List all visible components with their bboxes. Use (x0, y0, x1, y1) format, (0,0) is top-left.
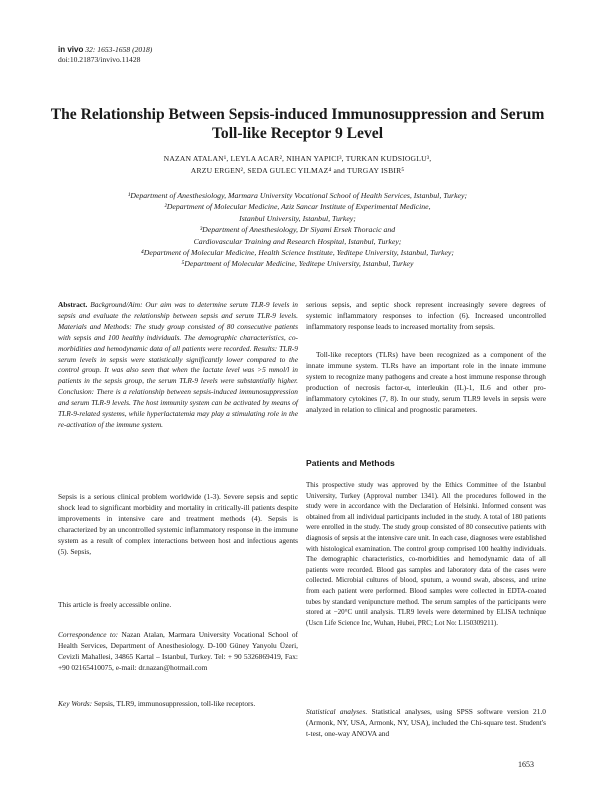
keywords (58, 699, 298, 710)
correspondence-text: Nazan Atalan, Marmara University Vocational School of Health Services, Department of Anesthesiology. D-100 Güney Yanyolu Üzeri, Cevizli Mahallesi, 34865 Kartal – Istanbul, Turkey. Tel: + 90 5326869419, Fax: +90 02165410075, e-mail: dr.nazan@hotmail.com (58, 630, 298, 672)
abstract (58, 300, 298, 431)
affiliations (40, 190, 555, 270)
abstract-label: Abstract. (58, 300, 88, 309)
keywords-label: Key Words: (58, 699, 93, 708)
right-paragraph-1 (306, 300, 546, 333)
statistics-paragraph (306, 707, 546, 740)
author-line-2: ARZU ERGEN², SEDA GULEC YILMAZ⁴ and TURGAY ISBIR⁵ (190, 166, 405, 175)
affiliation-line: ³Department of Anesthesiology, Dr Siyami Ersek Thoracic and (199, 225, 396, 235)
abstract-text: Background/Aim: Our aim was to determine serum TLR-9 levels in sepsis and evaluate the relationship between sepsis and serum TLR-9 levels. Materials and Methods: The study group consisted of 80 consecutive patients with sepsis and 100 healthy individuals. The demographic characteristics, co-morbidities and hemodynamic data of all patients were recorded. Results: TLR-9 serum levels in sepsis were statistically significantly lower compared to the control group. It was also seen that when the lactate level was >5 mmol/l in patients in the sepsis group, the serum TLR-9 levels were substantially higher. Conclusion: There is a relationship between sepsis-induced immunosuppression and serum TLR-9 levels. The host immunity system can be activated by means of TLR-9-related systems, while hyperlactatemia may play a stimulating role in the re-activation of the immune system. (58, 300, 298, 429)
page-number: 1653 (518, 760, 534, 769)
right-paragraph-2 (306, 350, 546, 415)
citation: 32: 1653-1658 (2018) (85, 45, 153, 54)
keywords-text: Sepsis, TLR9, immunosuppression, toll-like receptors. (94, 699, 256, 708)
intro-paragraph (58, 492, 298, 557)
journal-name: in vivo (58, 45, 84, 54)
paragraph-text: serious sepsis, and septic shock represent increasingly severe degrees of systemic inflammatory responses to infection (6). Increased uncontrolled inflammatory response leads to increased mortality from sepsis. (306, 300, 546, 331)
statistics-text: Statistical analyses, using SPSS software version 21.0 (Armonk, NY, USA, Armonk, NY, USA), included the Chi-square test. Student's t-test, one-way ANOVA and (306, 707, 546, 738)
open-access-note (58, 600, 298, 611)
running-header (58, 45, 152, 65)
author-line-1: NAZAN ATALAN¹, LEYLA ACAR², NIHAN YAPICI³, TURKAN KUDSIOGLU³, (163, 154, 432, 163)
affiliation-line: ⁴Department of Molecular Medicine, Health Science Institute, Yeditepe University, Istanbul, Turkey; (141, 248, 454, 258)
paragraph-text: This prospective study was approved by the Ethics Committee of the Istanbul University, Turkey (Approval number 1341). All the procedures followed in the study were in accordance with the Declaration of Helsinki. Informed consent was obtained from all individual participants included in the study. A total of 180 patients were enrolled in the study. The study group consisted of 80 consecutive patients with diagnosis of sepsis at the intensive care unit. In each case, diagnoses were established with histological examination. The control group comprised 100 healthy individuals. The demographic characteristics, co-morbidities and hemodynamic data of all patients were recorded. Blood gas samples and laboratory data of the cases were collected. Microbial cultures of blood, sputum, a wound swab, abscess, and urine from each patient were performed. Blood samples were collected in EDTA-coated tubes by standard venipuncture method. The serum samples of the participants were stored at −20°C until analysis. TLR9 levels were determined by ELISA technique (Uscn Life Science Inc, Wuhan, Hubei, PRC; Lot No: L150309211). (306, 481, 546, 627)
doi: doi:10.21873/invivo.11428 (58, 55, 141, 64)
section-heading: Patients and Methods (306, 458, 395, 468)
paragraph-text: Toll-like receptors (TLRs) have been recognized as a component of the innate immune system. TLRs have an important role in the innate immune system to recognize many pathogens and create a host immune response through production of necrosis factor-α, interleukin (IL)-1, IL6 and other pro-inflammatory cytokines (7, 8). In our study, serum TLR9 levels in sepsis were analyzed in relation to clinical and prognostic parameters. (306, 350, 546, 414)
correspondence-label: Correspondence to: (58, 630, 119, 639)
affiliation-line: ²Department of Molecular Medicine, Aziz Sancar Institute of Experimental Medicine, (164, 202, 431, 212)
open-access-text: This article is freely accessible online. (58, 600, 172, 609)
author-list (60, 153, 535, 177)
affiliation-line: ⁵Department of Molecular Medicine, Yeditepe University, Istanbul, Turkey (181, 259, 414, 269)
affiliation-line: Istanbul University, Istanbul, Turkey; (239, 213, 356, 223)
intro-text: Sepsis is a serious clinical problem worldwide (1-3). Severe sepsis and septic shock lead to significant morbidity and mortality in critically-ill patients despite improvements in intensive care and treatment methods (4). Sepsis is characterized by an uncontrolled systemic inflammatory response in the immune system as a result of complex interactions between host and infectious agents (5). Sepsis, (58, 492, 298, 556)
correspondence (58, 630, 298, 674)
article-title: The Relationship Between Sepsis-induced Immunosuppression and Serum Toll-like Receptor 9 Level (50, 106, 545, 142)
methods-paragraph (306, 480, 546, 628)
statistics-label: Statistical analyses. (306, 707, 368, 716)
affiliation-line: ¹Department of Anesthesiology, Marmara University Vocational School of Health Services, Istanbul, Turkey; (127, 191, 468, 200)
affiliation-line: Cardiovascular Training and Research Hospital, Istanbul, Turkey; (193, 236, 402, 246)
